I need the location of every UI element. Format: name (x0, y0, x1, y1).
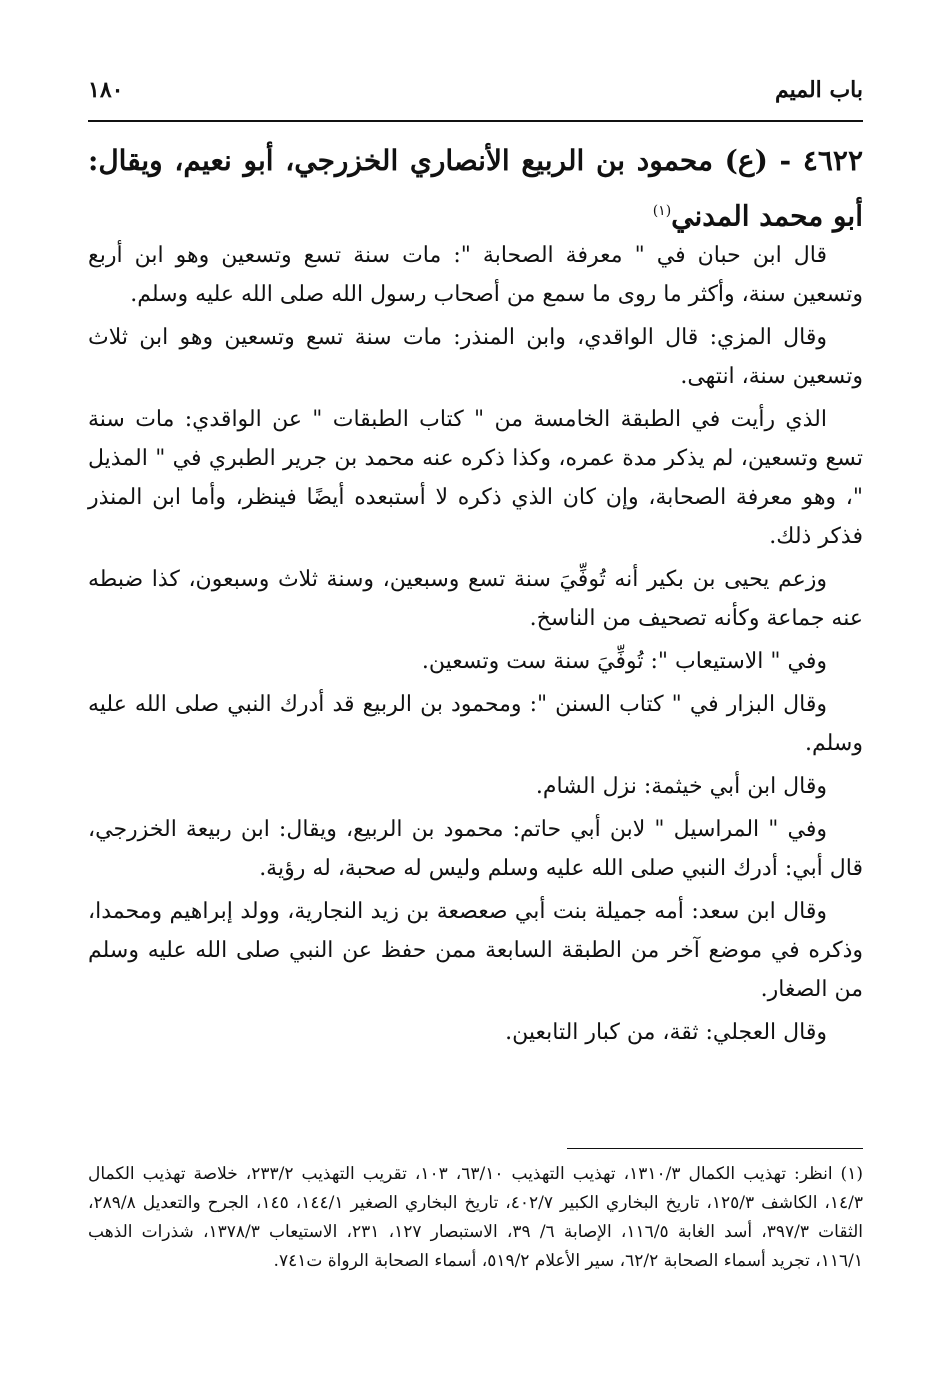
paragraph: وفي " المراسيل " لابن أبي حاتم: محمود بن الربيع، ويقال: ابن ربيعة الخزرجي، قال أبي: أدرك النبي صلى الله عليه وسلم وليس له صحبة، له رؤية. (88, 817, 863, 881)
footnote-text: (١) انظر: تهذيب الكمال ١٣١٠/٣، تهذيب التهذيب ٦٣/١٠، ١٠٣، تقريب التهذيب ٢٣٣/٢، خلاصة تهذيب الكمال ١٤/٣، الكاشف ١٢٥/٣، تاريخ البخاري الكبير ٤٠٢/٧، تاريخ البخاري الصغير ١٤٤/١، ١٤٥، الجرح والتعديل ٢٨٩/٨، الثقات ٣٩٧/٣، أسد الغابة ١١٦/٥، الإصابة ٦/ ٣٩، الاستبصار ١٢٧، ٢٣١، الاستيعاب ١٣٧٨/٣، شذرات الذهب ١١٦/١، تجريد أسماء الصحابة ٦٢/٢، سير الأعلام ٥١٩/٢، أسماء الصحابة الرواة ت٧٤١. (88, 1164, 864, 1271)
header-divider (88, 120, 863, 122)
running-header (88, 70, 863, 110)
paragraph: وقال المزي: قال الواقدي، وابن المنذر: مات سنة تسع وتسعين وهو ابن ثلاث وتسعين سنة، انتهى. (88, 325, 863, 389)
paragraph: الذي رأيت في الطبقة الخامسة من " كتاب الطبقات " عن الواقدي: مات سنة تسع وتسعين، لم يذكر مدة عمره، وكذا ذكره عنه محمد بن جرير الطبري في " المذيل "، وهو معرفة الصحابة، وإن كان الذي ذكره لا أستبعده أيضًا فينظر، وأما ابن المنذر فذكر ذلك. (88, 407, 863, 549)
paragraph: وقال ابن سعد: أمه جميلة بنت أبي صعصعة بن زيد النجارية، وولد إبراهيم ومحمدا، وذكره في موضع آخر من الطبقة السابعة ممن حفظ عن النبي صلى الله عليه وسلم من الصغار. (88, 899, 863, 1002)
entry-heading (88, 136, 863, 241)
paragraph: وفي " الاستيعاب ": تُوفِّيَ سنة ست وتسعين. (421, 649, 827, 674)
footnote-marker: (١) (652, 203, 672, 219)
paragraph: قال ابن حبان في " معرفة الصحابة ": مات سنة تسع وتسعين وهو ابن أربع وتسعين سنة، وأكثر ما روى ما سمع من أصحاب رسول الله صلى الله عليه وسلم. (88, 243, 863, 307)
section-title: باب الميم (774, 77, 863, 103)
paragraph: وقال ابن أبي خيثمة: نزل الشام. (535, 774, 827, 799)
page-number: ١٨٠ (88, 77, 124, 103)
footnotes (88, 1160, 863, 1276)
entry-heading-text: ٤٦٢٢ - (ع) محمود بن الربيع الأنصاري الخزرجي، أبو نعيم، ويقال: أبو محمد المدني (88, 144, 863, 233)
footnote-divider (567, 1148, 863, 1149)
body-text (88, 236, 863, 1056)
paragraph: وقال البزار في " كتاب السنن ": ومحمود بن الربيع قد أدرك النبي صلى الله عليه وسلم. (88, 692, 863, 756)
paragraph: وزعم يحيى بن بكير أنه تُوفِّيَ سنة تسع وسبعين، وسنة ثلاث وسبعون، كذا ضبطه عنه جماعة وكأنه تصحيف من الناسخ. (88, 567, 863, 631)
paragraph: وقال العجلي: ثقة، من كبار التابعين. (505, 1020, 827, 1045)
